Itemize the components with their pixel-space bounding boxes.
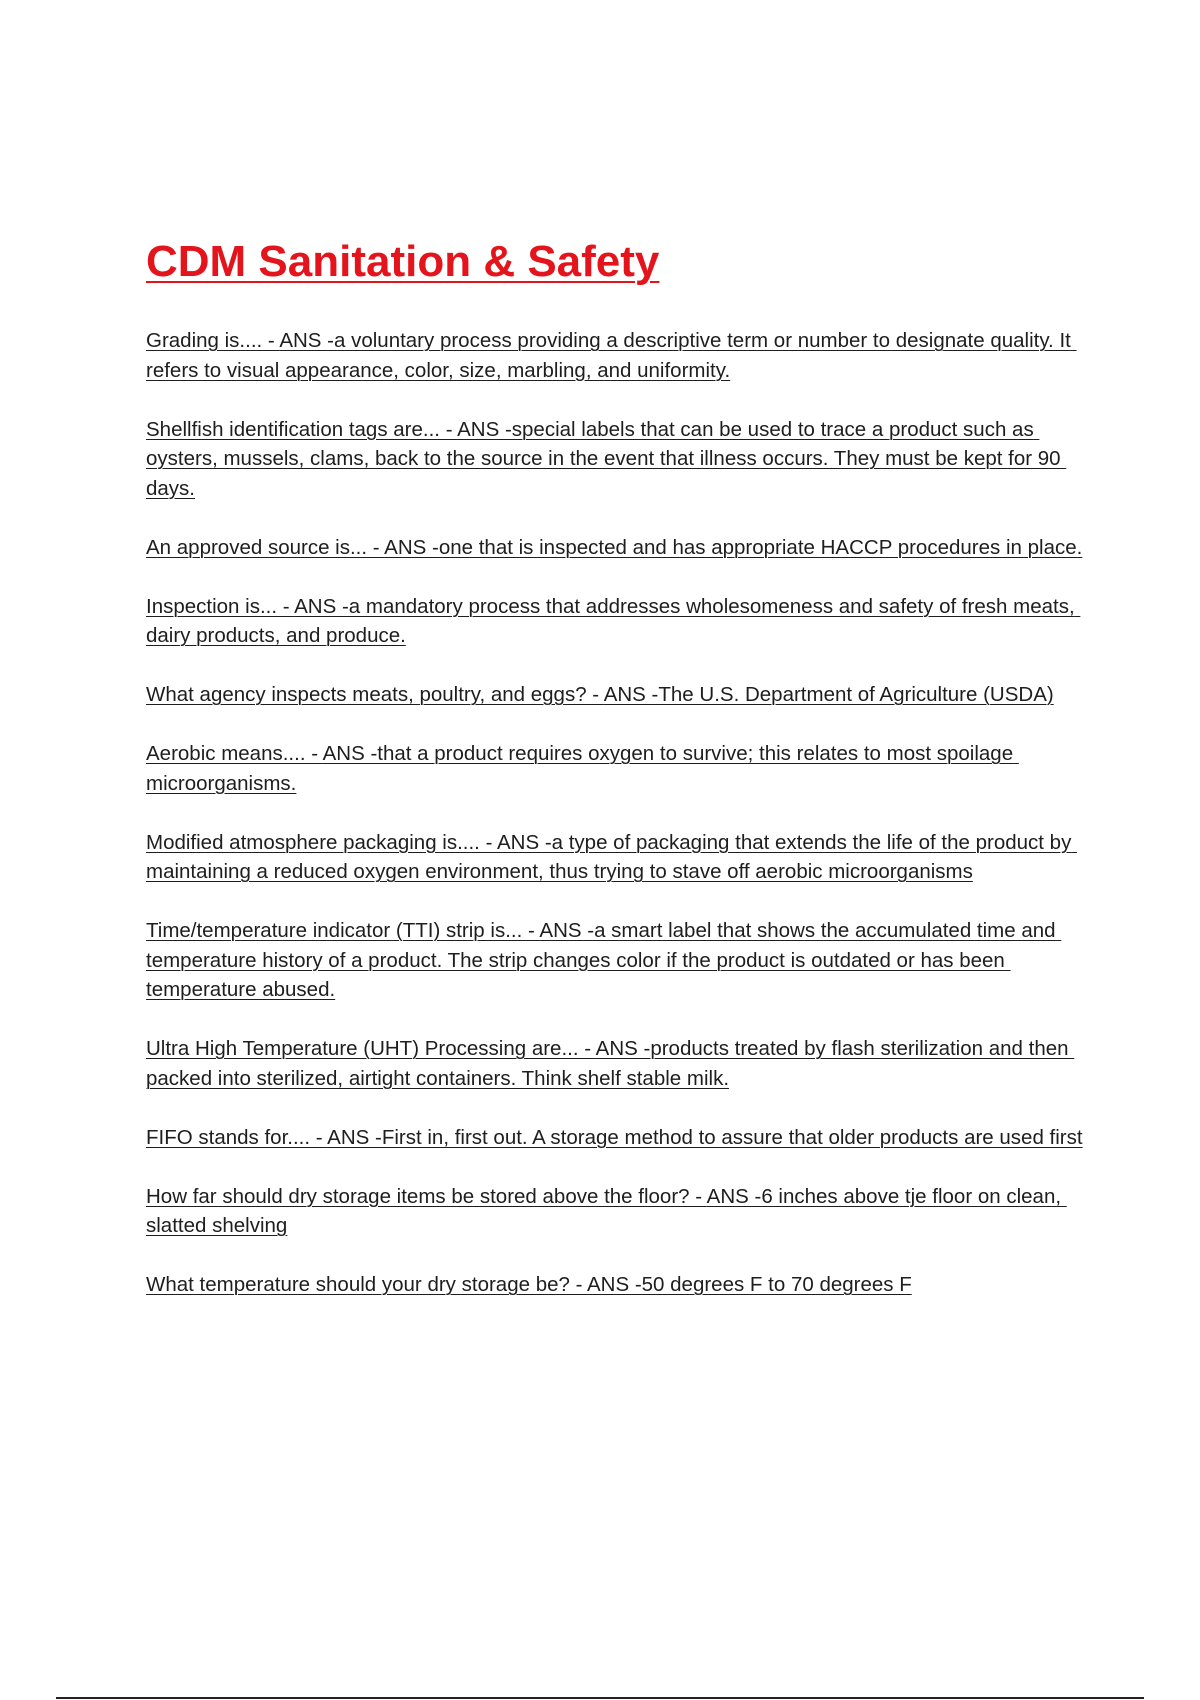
qa-question: What temperature should your dry storage be? -	[146, 1273, 587, 1296]
qa-entry	[146, 1270, 1096, 1300]
qa-question: An approved source is... -	[146, 535, 385, 559]
qa-question: Shellfish identification tags are... -	[146, 417, 458, 441]
qa-entry	[146, 592, 1096, 651]
qa-entry	[146, 1123, 1096, 1153]
qa-entry	[146, 533, 1096, 563]
qa-answer: ANS -a type of packaging that extends the life of the product by maintaining a reduced oxygen environment, thus trying to stave off aerobic microorganisms	[146, 830, 1078, 883]
qa-entry	[146, 326, 1096, 385]
qa-question: What agency inspects meats, poultry, and eggs? -	[146, 683, 604, 706]
qa-entry	[146, 680, 1096, 710]
qa-answer: ANS -a voluntary process providing a descriptive term or number to designate quality. It refers to visual appearance, color, size, marbling, and uniformity.	[146, 329, 1077, 382]
qa-answer: ANS -special labels that can be used to trace a product such as oysters, mussels, clams, back to the source in the event that illness occurs. They must be kept for 90 days.	[146, 417, 1067, 500]
qa-entry	[146, 828, 1096, 887]
qa-question: Modified atmosphere packaging is.... -	[146, 830, 497, 854]
qa-question: Time/temperature indicator (TTI) strip is... -	[146, 919, 540, 942]
qa-entry	[146, 1034, 1096, 1093]
qa-answer: ANS -6 inches above tje floor on clean, slatted shelving	[146, 1184, 1067, 1237]
qa-answer: ANS -that a product requires oxygen to survive; this relates to most spoilage microorganisms.	[146, 742, 1019, 795]
qa-list	[146, 326, 1096, 1329]
footer-rule	[56, 1697, 1144, 1699]
qa-question: Grading is.... -	[146, 329, 280, 352]
qa-entry	[146, 739, 1096, 798]
qa-answer: ANS -First in, first out. A storage method to assure that older products are used first	[327, 1125, 1083, 1149]
document-title: CDM Sanitation & Safety	[146, 237, 660, 286]
qa-answer: ANS -one that is inspected and has appropriate HACCP procedures in place.	[384, 535, 1083, 559]
qa-question: Ultra High Temperature (UHT) Processing are... -	[146, 1037, 596, 1060]
qa-question: Inspection is... -	[146, 594, 295, 618]
qa-entry	[146, 1182, 1096, 1241]
qa-entry	[146, 415, 1096, 504]
qa-answer: ANS -a smart label that shows the accumulated time and temperature history of a product. The strip changes color if the product is outdated or has been temperature abused.	[146, 919, 1062, 1001]
qa-question: How far should dry storage items be stored above the floor? -	[146, 1184, 707, 1208]
qa-answer: ANS -The U.S. Department of Agriculture (USDA)	[603, 683, 1054, 706]
qa-question: FIFO stands for.... -	[146, 1125, 328, 1149]
qa-answer: ANS -a mandatory process that addresses wholesomeness and safety of fresh meats, dairy products, and produce.	[146, 594, 1081, 647]
qa-question: Aerobic means.... -	[146, 742, 323, 765]
qa-answer: ANS -50 degrees F to 70 degrees F	[586, 1273, 912, 1296]
qa-entry	[146, 916, 1096, 1005]
qa-answer: ANS -products treated by flash sterilization and then packed into sterilized, airtight containers. Think shelf stable milk.	[146, 1037, 1075, 1090]
